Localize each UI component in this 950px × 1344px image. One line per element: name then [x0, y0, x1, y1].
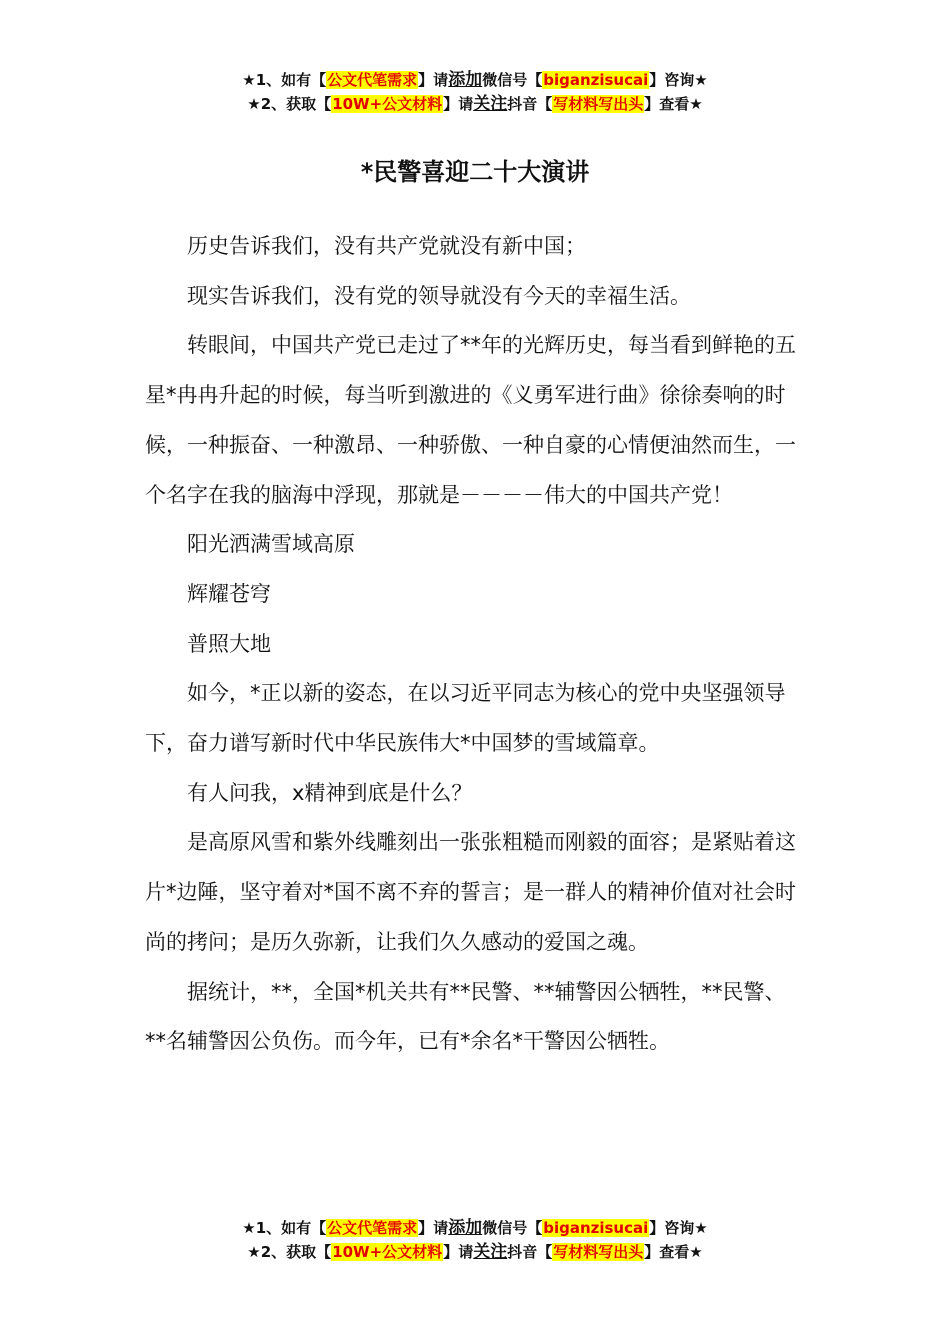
- promo-line-2: ★2、获取【10W+公文材料】请关注抖音【写材料写出头】查看★: [247, 94, 703, 114]
- paragraph: 有人问我，x精神到底是什么？: [187, 780, 473, 805]
- document-body: [145, 222, 805, 1067]
- highlight-wechat-id: biganzisucai: [543, 1219, 649, 1237]
- paragraph: 现实告诉我们，没有党的领导就没有今天的幸福生活。: [187, 283, 691, 308]
- paragraph: 转眼间，中国共产党已走过了**年的光辉历史，每当看到鲜艳的五星*冉冉升起的时候，每当听到激进的《义勇军进行曲》徐徐奏响的时候，一种振奋、一种激昂、一种骄傲、一种自豪的心情便油然而生，一个名字在我的脑海中浮现，那就是－－－－伟大的中国共产党！: [145, 333, 796, 507]
- paragraph: 历史告诉我们，没有共产党就没有新中国；: [187, 234, 586, 258]
- promo-line-1: ★1、如有【公文代笔需求】请添加微信号【biganzisucai】咨询★: [242, 1218, 708, 1238]
- highlight-service: 公文代笔需求: [327, 71, 418, 89]
- paragraph: 据统计，**，全国*机关共有**民警、**辅警因公牺牲，**民警、**名辅警因公负伤。而今年，已有*余名*干警因公牺牲。: [145, 979, 786, 1054]
- paragraph: 是高原风雪和紫外线雕刻出一张张粗糙而刚毅的面容；是紧贴着这片*边陲，坚守着对*国不离不弃的誓言；是一群人的精神价值对社会时尚的拷问；是历久弥新，让我们久久感动的爱国之魂。: [145, 830, 796, 954]
- highlight-materials: 10W+公文材料: [332, 1243, 443, 1261]
- document-title: *民警喜迎二十大演讲: [360, 158, 590, 186]
- top-promo-banner: [0, 68, 950, 116]
- promo-line-2: ★2、获取【10W+公文材料】请关注抖音【写材料写出头】查看★: [247, 1242, 703, 1262]
- paragraph: 辉耀苍穹: [187, 581, 271, 606]
- paragraph: 阳光洒满雪域高原: [187, 532, 355, 557]
- highlight-douyin: 写材料写出头: [553, 95, 644, 113]
- bottom-promo-banner: [0, 1216, 950, 1264]
- paragraph: 普照大地: [187, 631, 271, 656]
- highlight-wechat-id: biganzisucai: [543, 71, 649, 89]
- paragraph: 如今，*正以新的姿态，在以习近平同志为核心的党中央坚强领导下，奋力谱写新时代中华民族伟大*中国梦的雪域篇章。: [145, 681, 786, 756]
- highlight-materials: 10W+公文材料: [332, 95, 443, 113]
- promo-line-1: ★1、如有【公文代笔需求】请添加微信号【biganzisucai】咨询★: [242, 70, 708, 90]
- highlight-douyin: 写材料写出头: [553, 1243, 644, 1261]
- highlight-service: 公文代笔需求: [327, 1219, 418, 1237]
